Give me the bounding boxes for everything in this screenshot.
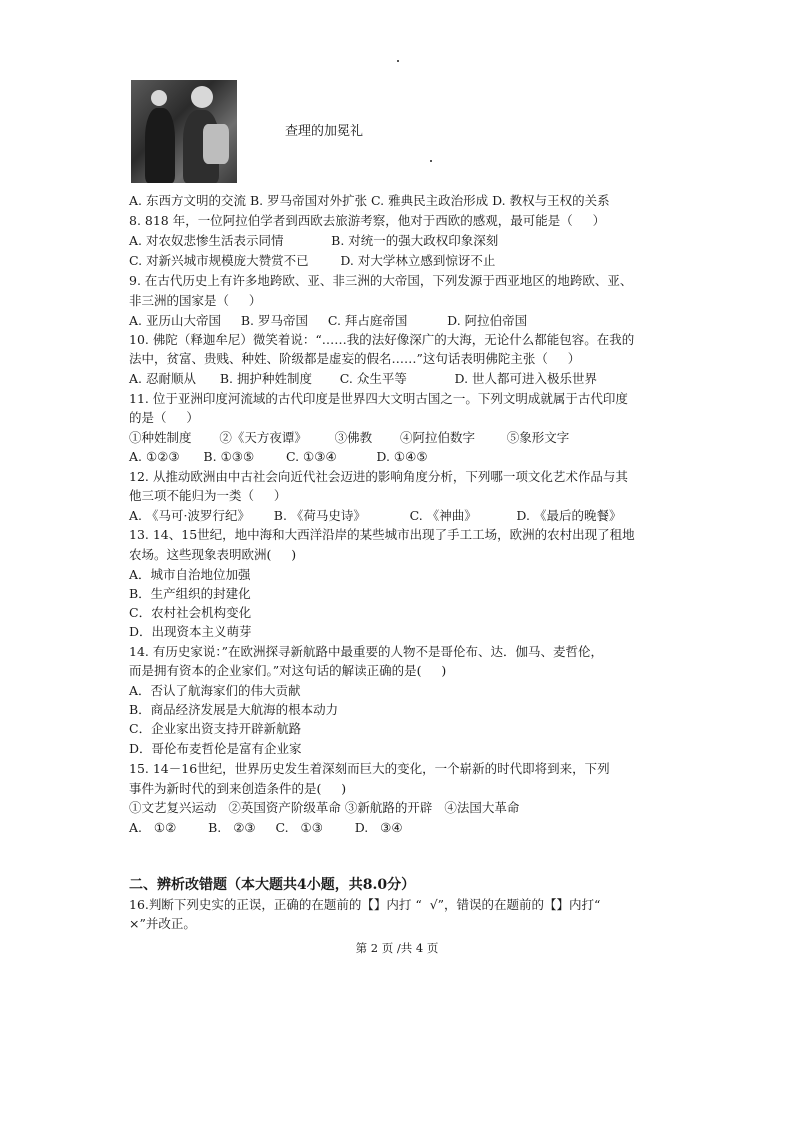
text-line: A．否认了航海家们的伟大贡献 bbox=[129, 683, 301, 698]
text-line: 法中，贫富、贵贱、种姓、阶级都是虚妄的假名……”这句话表明佛陀主张（ ） bbox=[129, 351, 581, 366]
photo-figure-head bbox=[191, 86, 213, 108]
page-footer: 第 2 页 /共 4 页 bbox=[355, 941, 439, 955]
text-line: A. 东西方文明的交流 B. 罗马帝国对外扩张 C. 雅典民主政治形成 D. 教权与王权的关系 bbox=[129, 193, 610, 208]
text-line: C. 对新兴城市规模庞大赞赏不已 D. 对大学林立感到惊讶不止 bbox=[129, 253, 496, 268]
text-line: ×”并改正。 bbox=[129, 916, 196, 931]
text-line: 11. 位于亚洲印度河流域的古代印度是世界四大文明古国之一。下列文明成就属于古代印度 bbox=[129, 391, 628, 406]
section-title: 二、辨析改错题（本大题共4小题，共8.0分） bbox=[129, 877, 416, 893]
text-line: A. 对农奴悲惨生活表示同情 B. 对统一的强大政权印象深刻 bbox=[129, 233, 499, 248]
text-line: A. 亚历山大帝国 B. 罗马帝国 C. 拜占庭帝国 D. 阿拉伯帝国 bbox=[129, 313, 528, 328]
text-line: A．城市自治地位加强 bbox=[129, 567, 251, 582]
text-line: A. 忍耐顺从 B. 拥护种姓制度 C. 众生平等 D. 世人都可进入极乐世界 bbox=[129, 371, 598, 386]
text-line: 他三项不能归为一类（ ） bbox=[129, 488, 287, 503]
photo-figure-head-2 bbox=[151, 90, 167, 106]
text-line: B．商品经济发展是大航海的根本动力 bbox=[129, 702, 339, 717]
text-line: D．出现资本主义萌芽 bbox=[129, 624, 252, 639]
text-line: A. 《马可·波罗行纪》 B. 《荷马史诗》 C. 《神曲》 D. 《最后的晚餐》 bbox=[129, 508, 622, 523]
text-line: C．企业家出资支持开辟新航路 bbox=[129, 721, 302, 736]
text-line: 13. 14、15世纪，地中海和大西洋沿岸的某些城市出现了手工工场，欧洲的农村出现了租地 bbox=[129, 527, 635, 542]
text-line: 9. 在古代历史上有许多地跨欧、亚、非三洲的大帝国，下列发源于西亚地区的地跨欧、亚、 bbox=[129, 273, 633, 288]
text-line: 12. 从推动欧洲由中古社会向近代社会迈进的影响角度分析，下列哪一项文化艺术作品与其 bbox=[129, 469, 628, 484]
photo-robe bbox=[203, 124, 229, 164]
text-line: B．生产组织的封建化 bbox=[129, 586, 251, 601]
text-line: 14. 有历史家说：”在欧洲探寻新航路中最重要的人物不是哥伦布、达．伽马、麦哲伦， bbox=[129, 644, 603, 659]
coronation-photo bbox=[131, 80, 237, 183]
image-caption: 查理的加冕礼 bbox=[285, 124, 364, 139]
scan-speck bbox=[397, 60, 399, 62]
text-line: 的是（ ） bbox=[129, 410, 199, 425]
text-line: A. ①② B. ②③ C. ①③ D. ③④ bbox=[129, 820, 403, 835]
text-line: 10. 佛陀（释迦牟尼）微笑着说：“……我的法好像深广的大海，无论什么都能包容。在我的 bbox=[129, 332, 635, 347]
scan-speck bbox=[430, 160, 432, 162]
photo-figure-body bbox=[145, 108, 175, 183]
text-line: 8. 818 年，一位阿拉伯学者到西欧去旅游考察，他对于西欧的感观，最可能是（ ） bbox=[129, 213, 606, 228]
text-line: ①种姓制度 ②《天方夜谭》 ③佛教 ④阿拉伯数字 ⑤象形文字 bbox=[129, 430, 570, 445]
text-line: 非三洲的国家是（ ） bbox=[129, 293, 262, 308]
text-line: 而是拥有资本的企业家们。”对这句话的解读正确的是( ) bbox=[129, 663, 447, 678]
text-line: C．农村社会机构变化 bbox=[129, 605, 252, 620]
text-line: ①文艺复兴运动 ②英国资产阶级革命 ③新航路的开辟 ④法国大革命 bbox=[129, 800, 520, 815]
text-line: 15. 14－16世纪，世界历史发生着深刻而巨大的变化，一个崭新的时代即将到来，下列 bbox=[129, 761, 610, 776]
text-line: D．哥伦布麦哲伦是富有企业家 bbox=[129, 741, 302, 756]
text-line: 16.判断下列史实的正误，正确的在题前的【】内打 “ √”，错误的在题前的【】内打“ bbox=[129, 897, 601, 912]
text-line: A. ①②③ B. ①③⑤ C. ①③④ D. ①④⑤ bbox=[129, 449, 428, 464]
text-line: 农场。这些现象表明欧洲( ) bbox=[129, 547, 297, 562]
text-line: 事件为新时代的到来创造条件的是( ) bbox=[129, 781, 347, 796]
